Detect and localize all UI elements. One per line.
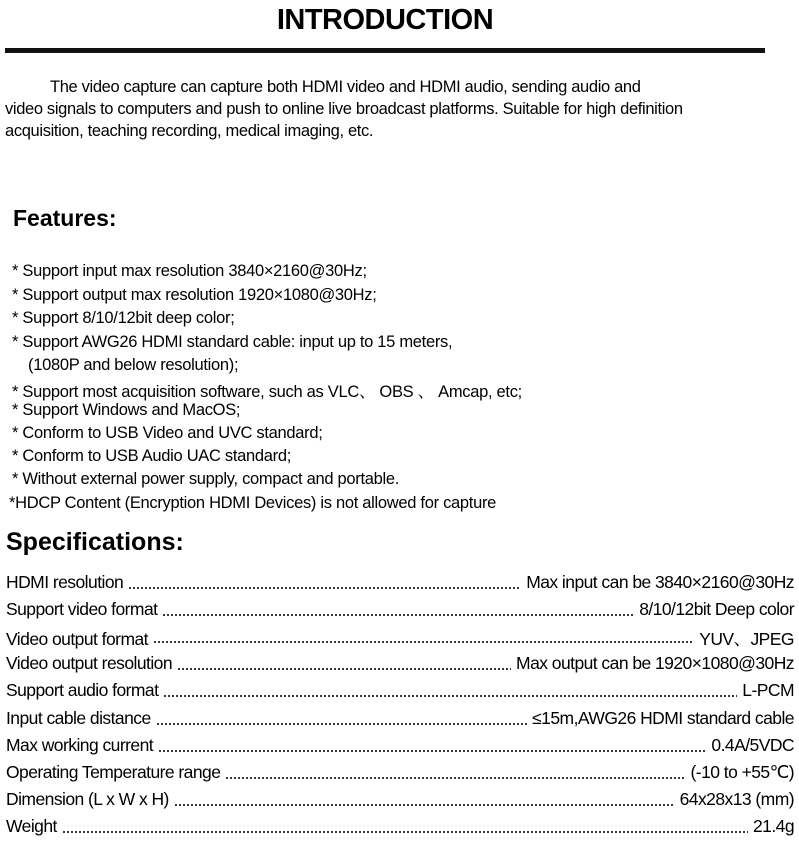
spec-row — [6, 735, 794, 759]
spec-value: 21.4g — [752, 815, 794, 836]
spec-row — [6, 708, 794, 732]
spec-value: Max output can be 1920×1080@30Hz — [516, 653, 794, 674]
spec-label: Operating Temperature range — [6, 761, 221, 782]
spec-label: Video output format — [6, 629, 148, 650]
spec-row — [6, 680, 794, 704]
spec-row — [6, 816, 794, 840]
spec-row — [6, 626, 794, 650]
feature-item: * Support input max resolution 3840×2160@30Hz; — [12, 262, 367, 280]
dot-leader — [163, 694, 737, 698]
dot-leader — [153, 640, 694, 644]
intro-line: video signals to computers and push to online live broadcast platforms. Suitable for high definition — [5, 100, 683, 118]
spec-value: 64x28x13 (mm) — [679, 788, 794, 809]
spec-label: Weight — [6, 815, 57, 836]
dot-leader — [162, 613, 634, 617]
spec-value: 0.4A/5VDC — [711, 734, 794, 755]
spec-value: (-10 to +55℃) — [690, 761, 794, 782]
spec-value: YUV、JPEG — [699, 629, 794, 650]
dot-leader — [62, 830, 748, 834]
title-divider — [5, 48, 765, 53]
dot-leader — [128, 586, 521, 590]
spec-label: Support video format — [6, 599, 158, 620]
spec-value: 8/10/12bit Deep color — [639, 599, 794, 620]
feature-item: *HDCP Content (Encryption HDMI Devices) is not allowed for capture — [9, 494, 497, 512]
intro-line: The video capture can capture both HDMI video and HDMI audio, sending audio and — [50, 78, 641, 96]
features-heading: Features: — [13, 205, 117, 231]
spec-row — [6, 789, 794, 813]
spec-label: Dimension (L x W x H) — [6, 788, 169, 809]
feature-item: (1080P and below resolution); — [28, 356, 239, 374]
feature-item: * Conform to USB Video and UVC standard; — [12, 424, 323, 442]
dot-leader — [174, 803, 675, 807]
spec-value: Max input can be 3840×2160@30Hz — [526, 572, 794, 592]
spec-value: L-PCM — [742, 680, 794, 701]
spec-row — [6, 599, 794, 623]
feature-item: * Without external power supply, compact and portable. — [12, 470, 400, 488]
dot-leader — [225, 776, 685, 780]
spec-label: Max working current — [6, 734, 154, 755]
feature-item: * Support Windows and MacOS; — [12, 401, 241, 419]
feature-item: * Support most acquisition software, such as VLC、 OBS 、 Amcap, etc; — [12, 383, 522, 401]
spec-row — [6, 653, 794, 677]
feature-item: * Support output max resolution 1920×1080@30Hz; — [12, 286, 377, 304]
spec-value: ≤15m,AWG26 HDMI standard cable — [532, 707, 794, 728]
spec-row — [6, 572, 794, 596]
feature-item: * Support AWG26 HDMI standard cable: input up to 15 meters, — [12, 333, 453, 351]
dot-leader — [156, 722, 527, 726]
specifications-heading: Specifications: — [6, 528, 184, 556]
spec-label: Input cable distance — [6, 707, 151, 728]
dot-leader — [158, 749, 706, 753]
dot-leader — [177, 667, 511, 671]
spec-label: Support audio format — [6, 680, 159, 701]
page-title: INTRODUCTION — [276, 4, 494, 36]
feature-item: * Support 8/10/12bit deep color; — [12, 309, 235, 327]
feature-item: * Conform to USB Audio UAC standard; — [12, 447, 292, 465]
intro-line: acquisition, teaching recording, medical imaging, etc. — [5, 122, 374, 140]
spec-row — [6, 762, 794, 786]
spec-label: Video output resolution — [6, 653, 173, 674]
spec-label: HDMI resolution — [6, 572, 124, 592]
